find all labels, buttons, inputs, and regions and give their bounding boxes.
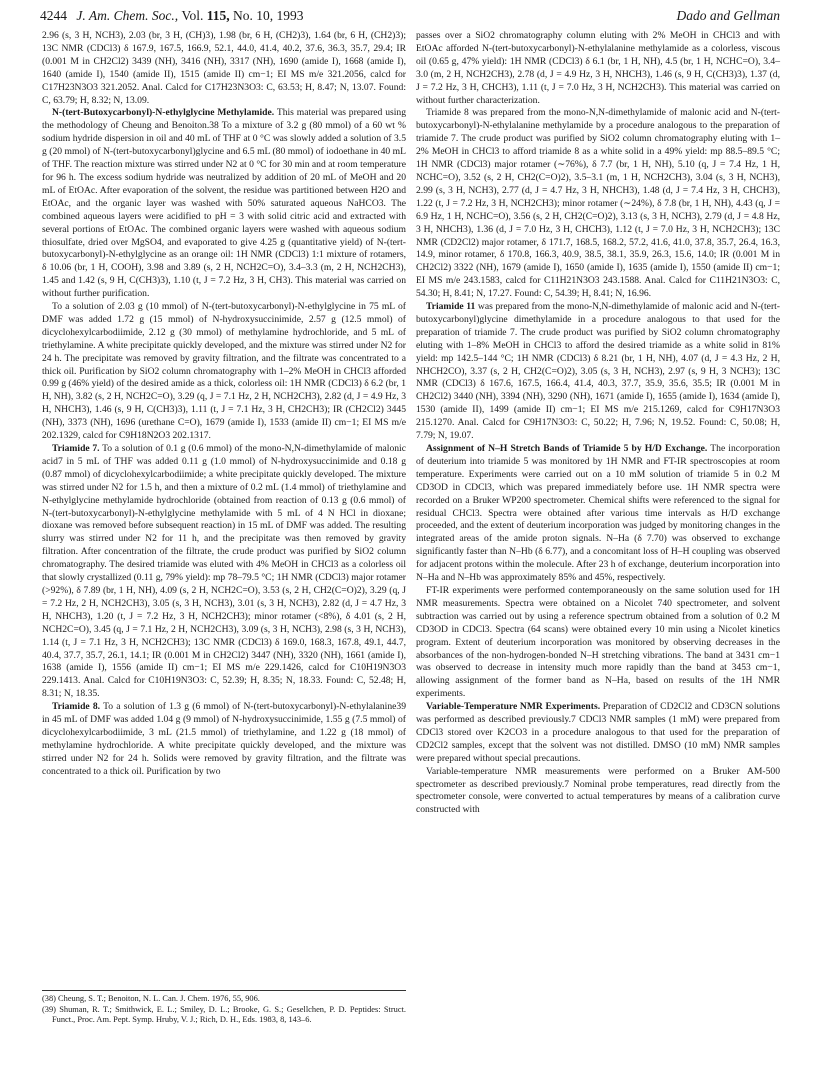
paragraph-text: To a solution of 0.1 g (0.6 mmol) of the mono-N,N-dimethylamide of malonic acid7 in 5 mL of THF was added 0.11 g (1.0 mmol) of N-hydroxysuccinimide and 0.18 g (0.87 mmol) of dicyclohexylcarbodiimide; a white precipitate quickly developed. The mixture was stirred under N2 for 1.5 h, and then a mixture of 0.2 mL (1.4 mmol) of triethylamine and N-ethylglycine methylamide hydrochloride (obtained from reaction of 0.13 g (0.6 mmol) of N-(tert-butoxycarbonyl)-N-ethylglycine methylamide with 5 mL of 4 N HCl in dioxane; dioxane was removed before subsequent reaction) in 15 mL of DMF was added. The resulting slurry was stirred under N2 for 11 h, and the precipitate was then removed by gravity filtration. After concentration of the filtrate, the crude product was purified by SiO2 column chromatography. The desired triamide was eluted with 4% MeOH in CHCl3 as a colorless oil that slowly crystallized (0.11 g, 79% yield): mp 78–79.5 °C; 1H NMR (CDCl3) major rotamer (>92%), δ 7.89 (br, 1 H, NH), 4.09 (s, 2 H, NCH2C=O), 3.53 (s, 2 H, CH2(C=O)2), 3.29 (q, J = 7.2 Hz, 2 H, NCH2CH3), 3.05 (s, 3 H, NCH3), 3.01 (s, 3 H, NCH3), 2.82 (d, J = 4.7 Hz, 3 H, NHCH3), 1.20 (t, J = 7.2 Hz, 3 H, NCH2CH3); minor rotamer (<8%), δ 4.01 (s, 2 H, NCH2C=O), 3.45 (q, J = 7.1 Hz, 2 H, NCH2CH3), 3.09 (s, 3 H, NCH3), 2.98 (s, 3 H, NCH3), 1.14 (t, J = 7.1 Hz, 3 H, NCH2CH3); 13C NMR (CDCl3) δ 169.0, 168.3, 167.8, 49.1, 44.7, 40.4, 37.7, 35.7, 26.1, 14.1; IR (0.001 M in CH2Cl2) 3447 (NH), 3320 (NH), 1661 (amide I), 1638 (amide I), 1556 (amide II) cm−1; EI MS m/e 229.1426, calcd for C10H19N3O3 229.1413. Anal. Calcd for C10H19N3O3: C, 52.39; H, 8.35; N, 18.33. Found: C, 52.48; H, 8.31; N, 18.35.	[42, 443, 406, 700]
section-heading: Triamide 7.	[52, 443, 100, 454]
footnote: (39) Shuman, R. T.; Smithwick, E. L.; Smiley, D. L.; Brooke, G. S.; Gesellchen, P. D. Peptides: Struct. Funct., Proc. Am. Pept. Symp. Hruby, V. J.; Rich, D. H., Eds. 1983, 8, 143–6.	[42, 1004, 406, 1024]
section-heading: Triamide 11	[426, 301, 476, 313]
paragraph-text: Triamide 8 was prepared from the mono-N,N-dimethylamide of malonic acid and N-(tert-butoxycarbonyl)-N-ethylalanine methylamide by a procedure analogous to the preparation of triamide 7. The crude product was purified by SiO2 column chromatography eluting with 1–2% MeOH in CHCl3 to afford triamide 8 as a white solid in a 49% yield: mp 88.5–89.5 °C; 1H NMR (CDCl3) major rotamer (∼76%), δ 7.7 (br, 1 H, NH), 5.10 (q, J = 7.4 Hz, 1 H, NCHC=O), 3.52 (s, 2 H, CH2(C=O)2), 3.5–3.1 (m, 1 H, NCH2CH3), 3.04 (s, 3 H, NCH3), 2.99 (s, 3 H, NCH3), 2.77 (d, J = 4.7 Hz, 3 H, NHCH3), 1.48 (d, J = 7.4 Hz, 3 H, CHCH3), 1.22 (t, J = 7.2 Hz, 3 H, NCH2CH3); minor rotamer (∼24%), δ 7.8 (br, 1 H, NH), 4.43 (q, J = 6.9 Hz, 1 H, NCHC=O), 3.56 (s, 2 H, CH2(C=O)2), 3.13 (s, 3 H, NCH3), 2.79 (d, J = 4.8 Hz, 3 H, NHCH3), 1.36 (d, J = 7.0 Hz, 3 H, CHCH3), 1.12 (t, J = 7.0 Hz, 3 H, NCH2CH3); 13C NMR (CD2Cl2) major rotamer, δ 171.7, 168.5, 168.2, 57.2, 41.6, 41.0, 37.8, 35.7, 26.4, 16.3, 14.9, minor rotamer, δ 170.8, 166.3, 40.9, 38.5, 38.1, 35.9, 26.3, 15.6, 14.0; IR (0.001 M in CH2Cl2) 3322 (NH), 1679 (amide I), 1650 (amide I), 1635 (amide I), 1550 (amide II) cm−1; EI MS m/e 243.1583, calcd for C11H21N3O3 243.1588. Anal. Calcd for C11H21N3O3: C, 54.30; H, 8.41; N, 17.27. Found: C, 54.39; H, 8.41; N, 16.96.	[416, 107, 780, 300]
paragraph-text: passes over a SiO2 chromatography column eluting with 2% MeOH in CHCl3 and with EtOAc afforded N-(tert-butoxycarbonyl)-N-ethylalanine methylamide as a colorless, viscous oil (0.65 g, 47% yield): 1H NMR (CDCl3) δ 6.1 (br, 1 H, NH), 4.5 (br, 1 H, NCHC=O), 3.4–3.0 (m, 2 H, NCH2CH3), 2.78 (d, J = 4.9 Hz, 3 H, NHCH3), 1.46 (s, 9 H, C(CH3)3), 1.37 (d, J = 7.2 Hz, 3 H, CHCH3), 1.11 (t, J = 7.0 Hz, 3 H, NCH2CH3). This material was carried on without further characterization.	[416, 30, 780, 106]
page-number: 4244	[40, 8, 67, 23]
paragraph-text: This material was prepared using the methodology of Cheung and Benoiton.38 To a mixture of 3.2 g (80 mmol) of a 60 wt % sodium hydride dispersion in oil and 40 mL of THF at 0 °C was slowly added a solution of 3.5 g (20 mmol) of N-(tert-butoxycarbonyl)glycine and 6.5 mL (80 mmol) of iodoethane in 40 mL of THF. The reaction mixture was stirred under N2 at 0 °C for 30 min and at room temperature for 96 h. The excess sodium hydride was neutralized by addition of 20 mL of MeOH and 20 mL of EtOAc. After evaporation of the solvent, the residue was partitioned between H2O and EtOAc, and the organic layer was washed with 50% saturated aqueous NaHCO3. The combined aqueous layers were acidified to pH = 3 with solid citric acid and extracted with several portions of EtOAc. The combined organic layers were washed with aqueous sodium thiosulfate, dried over MgSO4, and evaporated to give 4.25 g (quantitative yield) of N-(tert-butoxycarbonyl)-N-ethylglycine as an orange oil: 1H NMR (CDCl3) 1:1 mixture of rotamers, δ 10.06 (br, 1 H, COOH), 3.98 and 3.89 (s, 2 H, NCH2C=O), 3.4–3.3 (m, 2 H, NCH2CH3), 1.45 and 1.42 (s, 9 H, C(CH3)3), 1.10 (t, J = 7.2 Hz, 3 H, CH3). This material was carried on without further purification.	[42, 107, 406, 300]
paragraph-text: Preparation of CD2Cl2 and CD3CN solutions was performed as described previously.7 CDCl3 NMR samples (1 mM) were prepared from CDCl3 stored over K2CO3 in a procedure analogous to that used for the preparation of CD2Cl2 samples, except that the solvent was not distilled. DMSO (10 mM) NMR samples were prepared without special precautions.	[416, 701, 780, 764]
section-heading: Triamide 8.	[52, 701, 101, 713]
paragraph	[416, 107, 780, 301]
paragraph-text: 2.96 (s, 3 H, NCH3), 2.03 (br, 3 H, (CH)3), 1.98 (br, 6 H, (CH2)3), 1.64 (br, 6 H, (CH2)3); 13C NMR (CDCl3) δ 167.9, 167.5, 166.9, 52.1, 44.0, 41.4, 40.2, 37.6, 36.3, 35.7, 29.4; IR (0.001 M in CH2Cl2) 3439 (NH), 3416 (NH), 3317 (NH), 1690 (amide I), 1668 (amide I), 1640 (amide I), 1540 (amide II), 1515 (amide II) cm−1; EI MS m/e 321.2056, calcd for C17H23N3O3 321.2052. Anal. Calcd for C17H23N3O3: C, 63.53; H, 8.47; N, 13.07. Found: C, 63.79; H, 8.32; N, 13.09.	[42, 30, 406, 106]
section-heading: Assignment of N–H Stretch Bands of Triamide 5 by H/D Exchange.	[426, 443, 708, 454]
section-heading: Variable-Temperature NMR Experiments.	[426, 701, 601, 713]
paragraph	[416, 701, 780, 766]
paragraph-text: FT-IR experiments were performed contemporaneously on the same solution used for 1H NMR measurements. Spectra were obtained on a Nicolet 740 spectrometer, and solvent subtraction was carried out by using a reference spectrum obtained from a solution of 0.2 M CD3OD in CDCl3. Spectra (64 scans) were obtained every 10 min using a Nicolet kinetics program. Extent of deuterium incorporation was monitored by observing decreases in the absorbances of the non-hydrogen-bonded N–H stretching vibrations. The band at 3431 cm−1 was observed to decrease in intensity much more rapidly than the band at 3453 cm−1, allowing assignment of the former band as N–Ha, based on results of the 1H NMR experiments.	[416, 584, 780, 700]
paragraph	[416, 585, 780, 701]
left-column	[42, 30, 406, 990]
paragraph	[42, 107, 406, 301]
footnotes	[42, 990, 406, 1026]
paragraph	[42, 443, 406, 701]
footnote: (38) Cheung, S. T.; Benoiton, N. L. Can. J. Chem. 1976, 55, 906.	[42, 994, 260, 1003]
journal-name: J. Am. Chem. Soc.,	[76, 8, 179, 23]
paragraph	[416, 766, 780, 818]
paragraph	[416, 443, 780, 585]
paragraph	[42, 701, 406, 778]
paragraph-text: Variable-temperature NMR measurements were performed on a Bruker AM-500 spectrometer as described previously.7 Nominal probe temperatures, read directly from the spectrometer console, were converted to actual temperatures by means of a calibration curve constructed with	[416, 765, 780, 816]
issue-info: No. 10, 1993	[233, 8, 304, 23]
right-column	[416, 30, 780, 1058]
volume-label: Vol.	[181, 8, 204, 23]
running-header-left	[40, 8, 304, 24]
volume-number: 115,	[206, 8, 230, 23]
paragraph-continuation	[416, 30, 780, 107]
paragraph-text: was prepared from the mono-N,N-dimethylamide of malonic acid and N-(tert-butoxycarbonyl)glycine dimethylamide in a procedure analogous to that used for the preparation of triamide 7. The crude product was purified by SiO2 column chromatography eluting with 1–8% MeOH in CHCl3 to afford the desired triamide as a white solid in 81% yield: mp 142.5–144 °C; 1H NMR (CDCl3) δ 8.21 (br, 1 H, NH), 4.07 (d, J = 4.3 Hz, 2 H, NHCH2CO), 3.37 (s, 2 H, CH2(C=O)2), 3.05 (s, 3 H, NCH3), 2.97 (s, 9 H, 3 NCH3); 13C NMR (CDCl3) δ 167.6, 167.5, 166.4, 41.4, 40.3, 37.7, 35.9, 35.6, 35.5; IR (0.001 M in CH2Cl2) 3440 (NH), 3394 (NH), 3290 (NH), 1671 (amide I), 1655 (amide I), 1634 (amide I), 1530 (amide II), 1499 (amide II) cm−1; EI MS m/e 215.1269, calcd for C9H17N3O3 215.1270. Anal. Calcd for C9H17N3O3: C, 50.22; H, 7.96; N, 19.52. Found: C, 50.08; H, 7.79; N, 19.07.	[416, 301, 780, 442]
running-header	[40, 8, 780, 30]
section-heading: N-(tert-Butoxycarbonyl)-N-ethylglycine Methylamide.	[52, 107, 275, 119]
paragraph	[42, 301, 406, 443]
running-header-authors: Dado and Gellman	[676, 8, 780, 23]
paragraph-continuation	[42, 30, 406, 107]
paragraph	[416, 301, 780, 443]
paragraph-text: The incorporation of deuterium into triamide 5 was monitored by 1H NMR and FT-IR spectroscopies at room temperature. Experiments were carried out on a 10 mM solution of triamide 5 in 0.2 M CD3OD in CDCl3, which was prepared immediately before use. 1H NMR spectra were recorded on a Bruker WP200 spectrometer. Chemical shifts were referenced to the signal for residual CHCl3. Spectra were obtained after various time intervals as H/D exchange proceeded, and the extent of deuterium incorporation was judged by monitoring changes in the integrated areas of the amide proton signals. N–Ha (δ 7.70) was observed to exchange significantly faster than N–Hb (δ 6.77), and a concomitant loss of H–H coupling was observed for adjacent protons within the molecule. After 23 h of exchange, deuterium incorporation into N–Ha and N–Hb was approximately 85% and 45%, respectively.	[416, 443, 780, 584]
paragraph-text: To a solution of 1.3 g (6 mmol) of N-(tert-butoxycarbonyl)-N-ethylalanine39 in 45 mL of DMF was added 1.04 g (9 mmol) of N-hydroxysuccinimide, 1.55 g (7.5 mmol) of dicyclohexylcarbodiimide, 3 mL (21.5 mmol) of triethylamine, and 1.22 g (18 mmol) of methylamine hydrochloride. A white precipitate quickly developed, and the mixture was stirred under N2 for 24 h. Solids were removed by gravity filtration, and the filtrate was concentrated to a thick oil. Purification by two	[42, 701, 406, 777]
paragraph-text: To a solution of 2.03 g (10 mmol) of N-(tert-butoxycarbonyl)-N-ethylglycine in 75 mL of DMF was added 1.72 g (15 mmol) of N-hydroxysuccinimide, 2.57 g (12.5 mmol) of dicyclohexylcarbodiimide, 2.12 g (30 mmol) of methylamine hydrochloride, and 5 mL of triethylamine. A white precipitate quickly developed, and the mixture was stirred under N2 for 24 h. The precipitate was removed by gravity filtration, and the filtrate was concentrated to a thick oil. Purification by SiO2 column chromatography with 1–2% MeOH in CHCl3 afforded 0.99 g (46% yield) of the desired amide as a thick, colorless oil: 1H NMR (CDCl3) δ 6.2 (br, 1 H, NH), 3.82 (s, 2 H, NCH2C=O), 3.29 (q, J = 7.1 Hz, 2 H, NCH2CH3), 2.82 (d, J = 4.9 Hz, 3 H, NHCH3), 1.46 (s, 9 H, C(CH3)3), 1.11 (t, J = 7.1 Hz, 3 H, CH2CH3); IR (CH2Cl2) 3445 (NH), 3373 (NH), 1696 (urethane C=O), 1679 (amide I), 1533 (amide II) cm−1; EI MS m/e 202.1329, calcd for C9H18N2O3 202.1317.	[42, 301, 406, 442]
